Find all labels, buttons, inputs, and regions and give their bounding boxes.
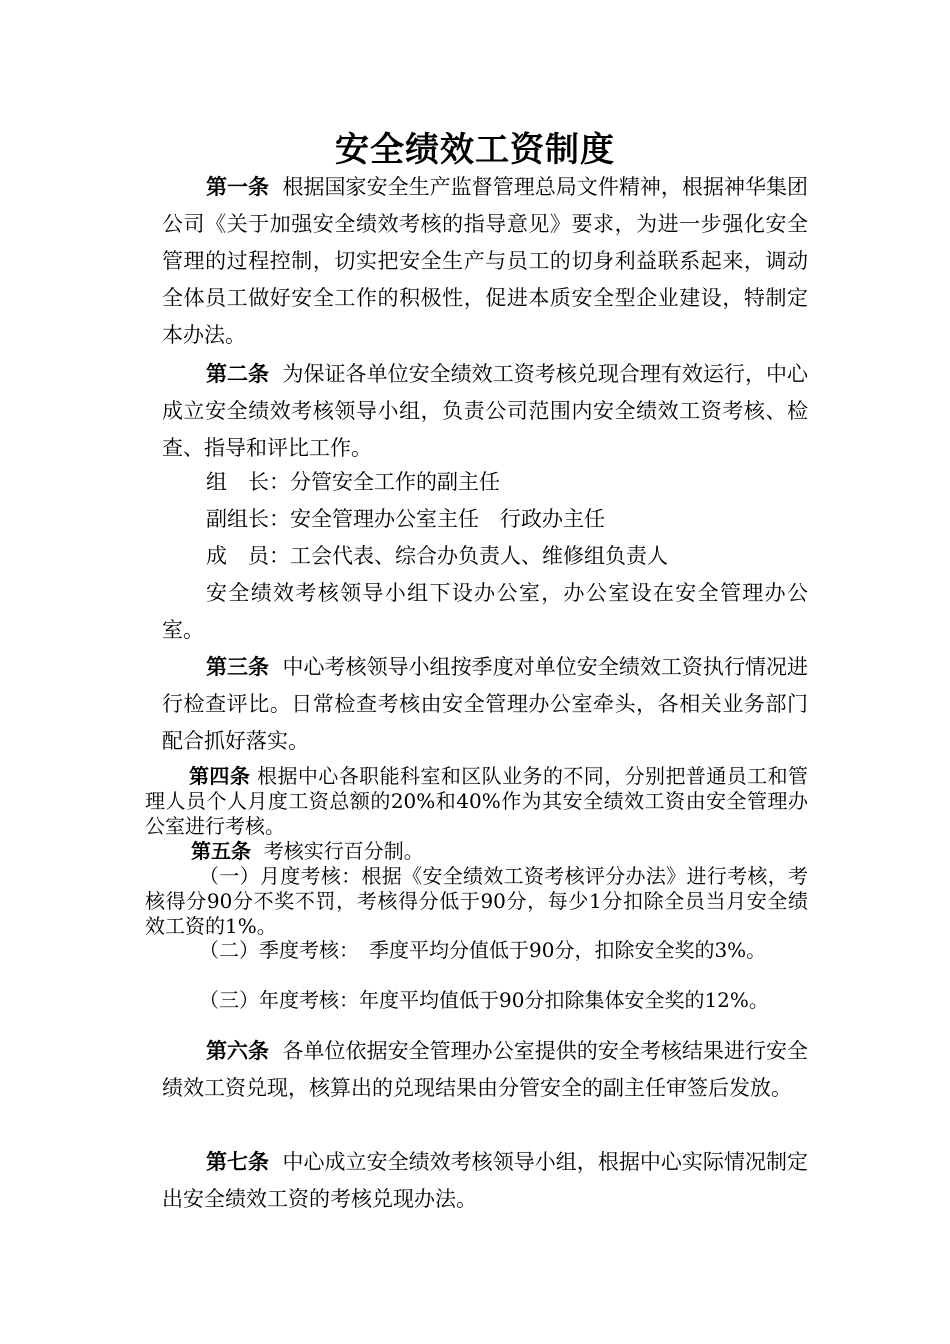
group-members-line: 成 员：工会代表、综合办负责人、维修组负责人	[206, 544, 668, 568]
article-4	[145, 764, 808, 839]
article-6-heading: 第六条	[206, 1038, 270, 1063]
article-5-heading: 第五条	[191, 839, 251, 863]
article-2-heading: 第二条	[206, 361, 270, 386]
article-1-text: 根据国家安全生产监督管理总局文件精神，根据神华集团公司《关于加强安全绩效考核的指导意见》要求，为进一步强化安全管理的过程控制，切实把安全生产与员工的切身利益联系起来，调动全体员工做好安全工作的积极性，促进本质安全型企业建设，特制定本办法。	[162, 175, 809, 347]
group-leader-line: 组 长：分管安全工作的副主任	[206, 470, 500, 494]
article-6-text: 各单位依据安全管理办公室提供的安全考核结果进行安全绩效工资兑现，核算出的兑现结果由分管安全的副主任审签后发放。	[162, 1039, 809, 1100]
article-6	[162, 1032, 808, 1107]
office-paragraph: 安全绩效考核领导小组下设办公室，办公室设在安全管理办公室。	[162, 581, 808, 642]
article-1-heading: 第一条	[206, 174, 270, 199]
annual-assessment: （三）年度考核：年度平均值低于90分扣除集体安全奖的12%。	[199, 988, 769, 1012]
article-3	[162, 648, 808, 760]
article-7	[162, 1143, 808, 1218]
article-3-text: 中心考核领导小组按季度对单位安全绩效工资执行情况进行检查评比。日常检查考核由安全管理办公室牵头，各相关业务部门配合抓好落实。	[162, 655, 809, 753]
article-5	[145, 839, 808, 864]
article-7-text: 中心成立安全绩效考核领导小组，根据中心实际情况制定出安全绩效工资的考核兑现办法。	[162, 1150, 809, 1211]
article-3-heading: 第三条	[206, 654, 270, 679]
quarterly-assessment: （二）季度考核： 季度平均分值低于90分，扣除安全奖的3%。	[199, 938, 767, 962]
article-7-heading: 第七条	[206, 1149, 270, 1174]
document-title: 安全绩效工资制度	[335, 130, 615, 170]
article-1	[162, 168, 808, 354]
article-2-text: 为保证各单位安全绩效工资考核兑现合理有效运行，中心成立安全绩效考核领导小组，负责公司范围内安全绩效工资考核、检查、指导和评比工作。	[162, 362, 809, 460]
article-4-text: 根据中心各职能科室和区队业务的不同，分别把普通员工和管理人员个人月度工资总额的20%和40%作为其安全绩效工资由安全管理办公室进行考核。	[145, 764, 809, 838]
group-deputy-line: 副组长：安全管理办公室主任 行政办主任	[206, 507, 605, 531]
monthly-assessment: （一）月度考核：根据《安全绩效工资考核评分办法》进行考核，考核得分90分不奖不罚，考核得分低于90分，每少1分扣除全员当月安全绩效工资的1%。	[145, 864, 808, 938]
article-2	[162, 355, 808, 467]
article-4-heading: 第四条	[189, 764, 251, 788]
article-5-text: 考核实行百分制。	[263, 839, 424, 863]
